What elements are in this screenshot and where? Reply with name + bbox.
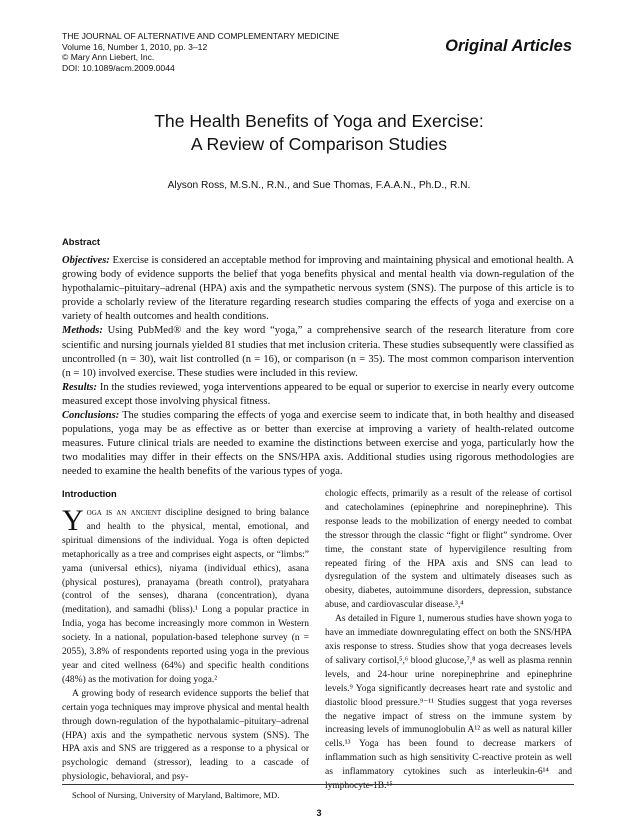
objectives-text: Exercise is considered an acceptable method for improving and maintaining physical and emotional health. A growing body of evidence supports the belief that yoga benefits physical and mental health via down-regulation of the hypothalamic–pituitary–adrenal (HPA) axis and the sympathetic nervous system (SNS). The purpose of this article is to provide a scholarly review of the literature regarding research studies comparing the effects of yoga and exercise on a variety of health outcomes and health conditions.	[62, 255, 574, 323]
right-paragraph-1: chologic effects, primarily as a result of the release of cortisol and catecholamines (epinephrine and norepinephrine). This response leads to the mobilization of energy needed to combat the stressor through the classic “fight or flight” syndrome. Over time, the constant state of hypervigilence resulting from repeated firing of the HPA axis and SNS can lead to dysregulation of the system and ultimately diseases such as obesity, diabetes, autoimmune disorders, depression, substance abuse, and cardiovascular disease.³,⁴	[325, 489, 572, 611]
title-line-2: A Review of Comparison Studies	[190, 134, 448, 154]
left-column	[62, 504, 310, 785]
abstract-body	[62, 254, 574, 480]
section-label: Original Articles	[445, 37, 572, 55]
methods-text: Using PubMed® and the key word “yoga,” a comprehensive search of the research literature from core scientific and nursing journals yielded 81 studies that met inclusion criteria. These studies subsequently were classified as uncontrolled (n = 30), wait list controlled (n = 16), or comparison (n = 35). The most common comparison intervention (n = 10) involved exercise. These studies were included in this review.	[62, 325, 574, 379]
abstract-conclusions	[62, 409, 574, 479]
affiliation-footnote: School of Nursing, University of Maryland, Baltimore, MD.	[72, 790, 280, 800]
drop-cap: Y	[62, 504, 84, 537]
introduction-heading: Introduction	[62, 488, 117, 499]
intro-paragraph-1-text: discipline designed to bring balance and health to the physical, mental, emotional, and spiritual dimensions of the individual. Yoga is often depicted metaphorically as a tree and comprises eight aspects, or “limbs:” yama (universal ethics), niyama (individual ethics), asana (physical postures), pranayama (breath control), pratyahara (control of the senses), dharana (concentration), dyana (meditation), and samadhi (bliss).¹ Long a popular practice in India, yoga has become increasingly more common in Western society. In a national, population-based telephone survey (n = 2055), 3.8% of respondents reported using yoga in the previous year and cited wellness (64%) and specific health conditions (48%) as the motivation for doing yoga.²	[62, 508, 310, 685]
right-column	[325, 488, 572, 794]
footnote-rule	[62, 784, 574, 785]
author-list: Alyson Ross, M.S.N., R.N., and Sue Thomas, F.A.A.N., Ph.D., R.N.	[167, 180, 471, 191]
intro-paragraph-1	[62, 504, 310, 688]
doi-line: DOI: 10.1089/acm.2009.0044	[62, 62, 175, 73]
page-number: 3	[316, 808, 322, 818]
journal-name: THE JOURNAL OF ALTERNATIVE AND COMPLEMENTARY MEDICINE	[62, 31, 340, 41]
methods-label: Methods:	[62, 325, 103, 337]
abstract-heading: Abstract	[62, 236, 101, 247]
results-text: In the studies reviewed, yoga interventions appeared to be equal or superior to exercise in nearly every outcome measured except those involving physical fitness.	[62, 381, 574, 407]
results-label: Results:	[62, 381, 98, 393]
conclusions-text: The studies comparing the effects of yoga and exercise seem to indicate that, in both healthy and diseased populations, yoga may be as effective as or better than exercise at improving a variety of health-related outcome measures. Future clinical trials are needed to examine the distinctions between exercise and yoga, particularly how the two modalities may differ in their effects on the SNS/HPA axis. Additional studies using rigorous methodologies are needed to examine the health benefits of the various types of yoga.	[62, 410, 574, 478]
article-title	[0, 110, 638, 156]
right-paragraph-2: As detailed in Figure 1, numerous studies have shown yoga to have an immediate downregulating effect on both the SNS/HPA axis response to stress. Studies show that yoga decreases levels of salivary cortisol,⁵,⁶ blood glucose,⁷,⁸ as well as plasma rennin levels, and 24-hour urine norepinephrine and epinephrine levels.⁹ Yoga significantly decreases heart rate and systolic and diastolic blood pressure.⁹⁻¹¹ Studies suggest that yoga reverses the negative impact of stress on the immune system by increasing levels of immunoglobulin A¹² as well as natural killer cells.¹³ Yoga has been found to decrease markers of inflammation such as high sensitivity C-reactive protein as well as inflammatory cytokines such as interleukin-6¹⁴ and lymphocyte-1B.¹⁵	[325, 614, 572, 792]
copyright-line: © Mary Ann Liebert, Inc.	[62, 52, 155, 63]
abstract-objectives	[62, 254, 574, 324]
journal-info	[62, 31, 339, 73]
intro-paragraph-2: A growing body of research evidence supports the belief that certain yoga techniques may improve physical and mental health through down-regulation of the hypothalamic–pituitary–adrenal (HPA) axis and the sympathetic nervous system (SNS). The HPA axis and SNS are triggered as a response to a physical or psychologic demand (stressor), leading to a cascade of physiologic, behavioral, and psy-	[62, 688, 309, 783]
lead-smallcaps: oga is an ancient	[86, 508, 162, 518]
journal-volume: Volume 16, Number 1, 2010, pp. 3–12	[62, 41, 208, 52]
objectives-label: Objectives:	[62, 255, 110, 266]
abstract-methods	[62, 324, 574, 380]
conclusions-label: Conclusions:	[62, 410, 120, 422]
abstract-results	[62, 381, 574, 409]
title-line-1: The Health Benefits of Yoga and Exercise:	[154, 111, 484, 131]
